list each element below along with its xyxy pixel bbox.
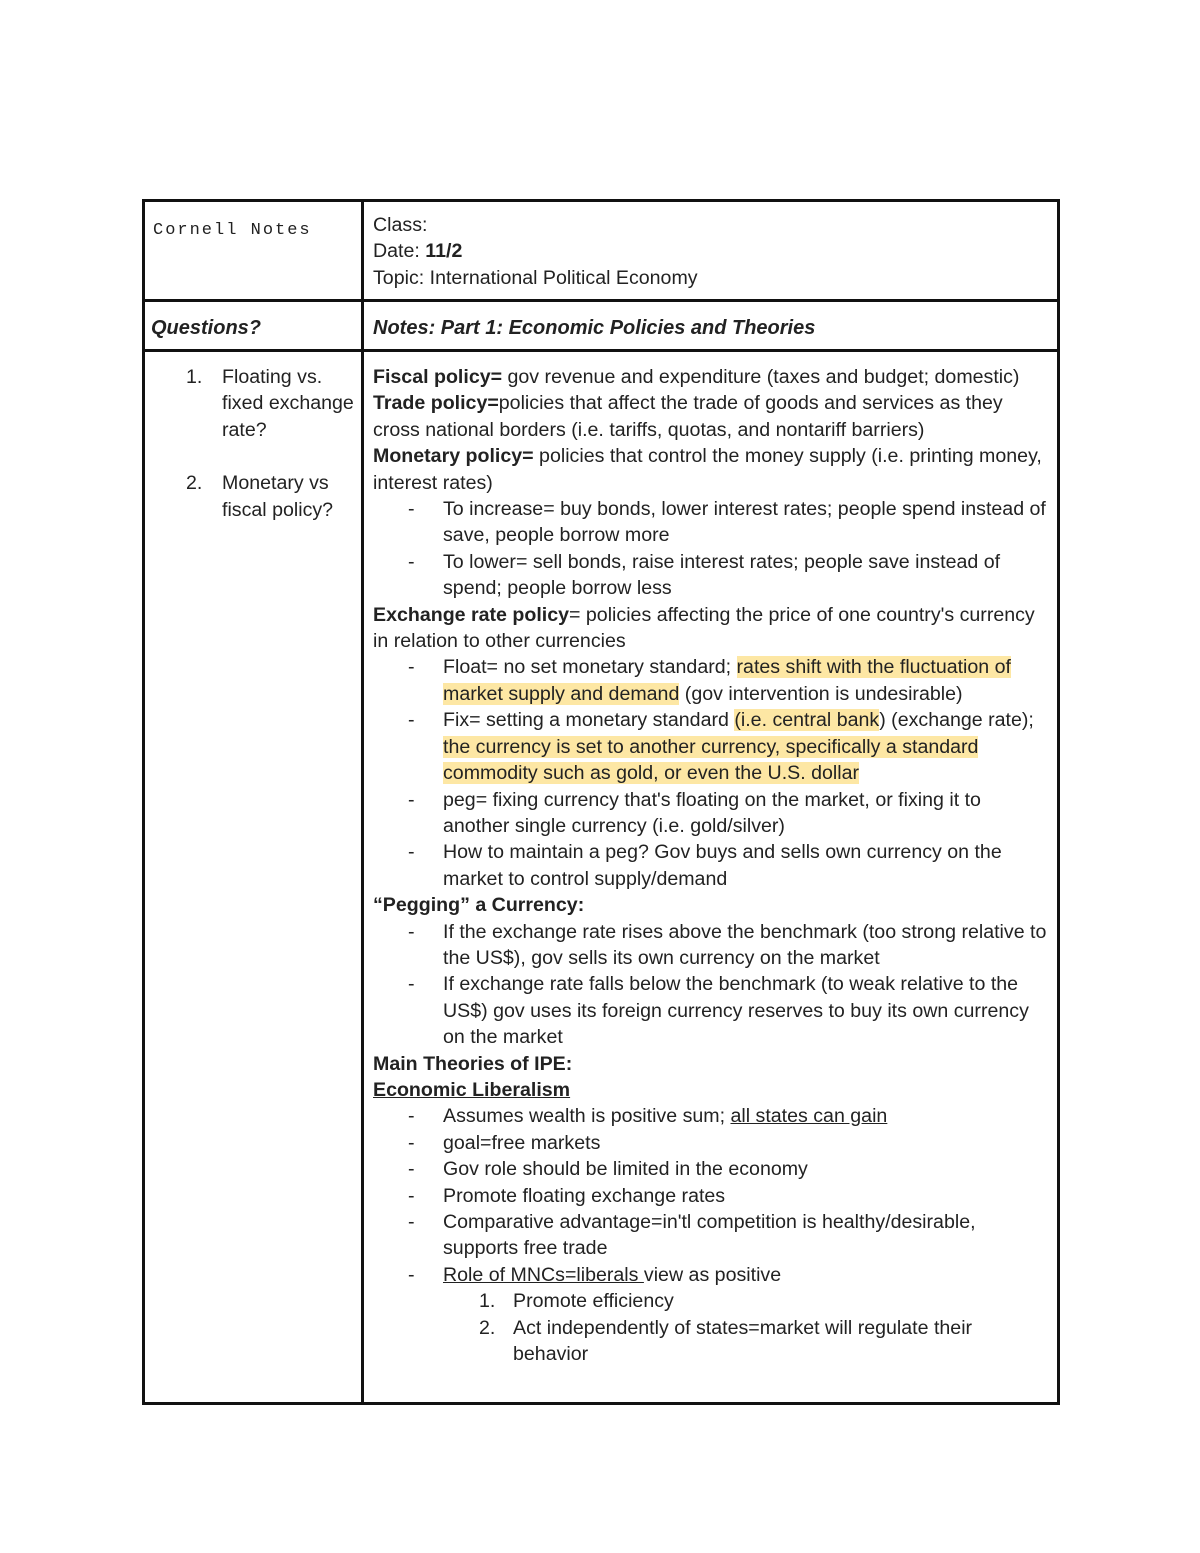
header-info [373,212,1033,291]
question-item [145,364,355,443]
question-text: Monetary vs fiscal policy? [222,472,334,521]
topic-line [373,265,1033,291]
highlighted-text: (i.e. central bank [734,709,880,732]
bullet-item [373,707,1051,786]
topic-value: International Political Economy [429,266,698,289]
column-divider [361,202,364,1402]
monetary-policy-note [373,443,1051,496]
underlined-text: all states can gain [730,1105,888,1128]
bullet-item [373,1130,1051,1156]
pegging-heading: “Pegging” a Currency: [373,894,585,917]
bullet-dash: - [408,841,415,864]
class-line [373,212,1033,238]
question-item [145,470,355,523]
bullet-item [373,919,1051,972]
fiscal-policy-note [373,364,1051,390]
question-number: 1. [186,366,203,388]
bullet-dash: - [408,550,415,573]
topic-label: Topic: [373,266,425,289]
bullet-item [373,971,1051,1050]
question-text: Floating vs. fixed exchange rate? [222,366,354,441]
fiscal-policy-definition: gov revenue and expenditure (taxes and budget; domestic) [502,366,1020,388]
bullet-dash: - [408,709,415,732]
bullet-dash: - [408,788,415,811]
underlined-text: Role of MNCs=liberals [443,1263,644,1286]
bullet-dash: - [408,1158,415,1181]
date-value: 11/2 [425,240,463,263]
column-header-divider [145,349,1057,352]
liberalism-heading: Economic Liberalism [373,1078,571,1101]
bullet-text: If exchange rate falls below the benchmark (to weak relative to the US$) gov uses its foreign currency reserves to buy its own currency on the market [443,973,1029,1049]
theories-heading: Main Theories of IPE: [373,1052,573,1075]
numbered-item [373,1288,1051,1314]
bullet-item [373,549,1051,602]
trade-policy-note [373,390,1051,443]
bullet-item [373,1156,1051,1182]
bullet-text: peg= fixing currency that's floating on the market, or fixing it to another single currency (i.e. gold/silver) [443,788,981,837]
questions-list [145,364,355,523]
item-text: Promote efficiency [513,1290,674,1313]
bullet-text: If the exchange rate rises above the benchmark (too strong relative to the US$), gov sells its own currency on the market [443,920,1047,969]
date-label: Date: [373,240,420,263]
item-text: Act independently of states=market will regulate their behavior [513,1316,973,1366]
question-number: 2. [186,472,203,495]
header-divider [145,299,1057,302]
bullet-text: Comparative advantage=in'tl competition is healthy/desirable, supports free trade [443,1211,976,1260]
bullet-dash: - [408,1184,415,1207]
bullet-dash: - [408,1131,415,1154]
bullet-text: goal=free markets [443,1131,601,1154]
notes-column-header: Notes: Part 1: Economic Policies and Theories [373,317,816,339]
bullet-dash: - [408,1263,415,1286]
bullet-item [373,654,1051,707]
bullet-text: To lower= sell bonds, raise interest rates; people save instead of spend; people borrow less [443,550,1001,600]
bullet-item [373,1183,1051,1209]
bullet-dash: - [408,498,415,521]
bullet-item [373,1262,1051,1288]
trade-policy-term: Trade policy= [373,392,499,415]
item-number: 2. [479,1316,496,1339]
monetary-policy-term: Monetary policy= [373,445,534,468]
bullet-item [373,496,1051,549]
bullet-text: Gov role should be limited in the economy [443,1158,808,1181]
class-label: Class: [373,214,428,236]
bullet-item [373,787,1051,840]
bullet-dash: - [408,1105,415,1128]
bullet-item [373,1209,1051,1262]
cornell-notes-table [142,199,1060,1405]
bullet-text: How to maintain a peg? Gov buys and sells own currency on the market to control supply/demand [443,841,1002,890]
fix-text-mid: ) (exchange rate); [879,709,1034,732]
date-line [373,238,1033,264]
item-number: 1. [479,1290,496,1313]
cornell-notes-title: Cornell Notes [153,221,312,240]
bullet-text: To increase= buy bonds, lower interest rates; people spend instead of save, people borrow more [443,498,1046,547]
trade-policy-definition: policies that affect the trade of goods and services as they cross national borders (i.e. tariffs, quotas, and nontariff barriers) [373,392,1003,441]
highlighted-text: the currency is set to another currency, specifically a standard commodity such as gold, or even the U.S. dollar [443,735,979,785]
float-text: Float= no set monetary standard; [443,656,737,679]
bullet-dash: - [408,1211,415,1233]
numbered-item [373,1315,1051,1368]
questions-column-header: Questions? [151,317,262,339]
bullet-dash: - [408,973,415,996]
bullet-text: Assumes wealth is positive sum; [443,1105,731,1128]
bullet-item [373,839,1051,892]
bullet-item [373,1103,1051,1129]
exchange-rate-note [373,602,1051,655]
bullet-text: Promote floating exchange rates [443,1184,726,1207]
notes-body [373,364,1051,1367]
monetary-policy-definition: policies that control the money supply (i.e. printing money, interest rates) [373,445,1042,494]
exchange-rate-definition: = policies affecting the price of one country's currency in relation to other currencies [373,603,1035,653]
bullet-dash: - [408,656,415,679]
bullet-text: view as positive [643,1263,782,1286]
highlighted-text: rates shift with the fluctuation of market supply and demand [443,656,1011,705]
exchange-rate-term: Exchange rate policy [373,603,570,626]
float-text-end: (gov intervention is undesirable) [679,682,963,705]
bullet-dash: - [408,920,415,943]
fiscal-policy-term: Fiscal policy= [373,366,503,388]
fix-text: Fix= setting a monetary standard [443,709,735,732]
